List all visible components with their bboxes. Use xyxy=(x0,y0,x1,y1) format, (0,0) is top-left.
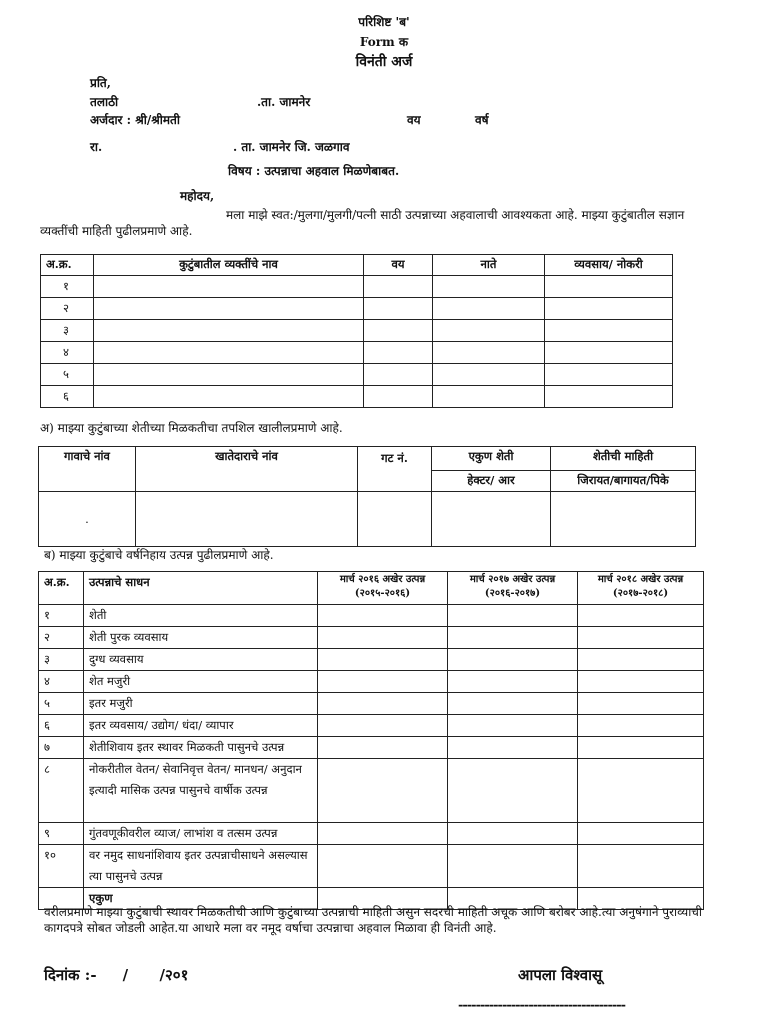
holder-cell[interactable] xyxy=(136,492,358,547)
col-income-source: उत्पन्नाचे साधन xyxy=(84,572,318,605)
relation-cell[interactable] xyxy=(433,342,545,364)
income-2018-cell[interactable] xyxy=(578,671,704,693)
col-land-info: शेतीची माहिती xyxy=(551,447,696,471)
row-number: २ xyxy=(41,298,94,320)
col-year-2017: मार्च २०१७ अखेर उत्पन्न (२०१६-२०१७) xyxy=(448,572,578,605)
income-2016-cell[interactable] xyxy=(318,823,448,845)
col-occupation: व्यवसाय/ नोकरी xyxy=(545,255,673,276)
row-number: १० xyxy=(39,845,84,888)
table-row xyxy=(41,320,673,342)
table-row xyxy=(39,671,704,693)
table-row xyxy=(39,627,704,649)
col-member-name: कुटुंबातील व्यक्तींचे नाव xyxy=(94,255,364,276)
date-field[interactable]: दिनांक :- / /२०१ xyxy=(44,966,189,984)
income-2016-cell[interactable] xyxy=(318,693,448,715)
area-cell[interactable] xyxy=(432,492,551,547)
row-number: १ xyxy=(39,605,84,627)
row-number: ७ xyxy=(39,737,84,759)
name-cell[interactable] xyxy=(94,276,364,298)
table-row xyxy=(39,737,704,759)
col-sr: अ.क्र. xyxy=(41,255,94,276)
relation-cell[interactable] xyxy=(433,320,545,342)
row-number: ९ xyxy=(39,823,84,845)
source-cell: वर नमुद साधनांशिवाय इतर उत्पन्नाचीसाधने असल्यास त्या पासुनचे उत्पन्न xyxy=(84,845,318,888)
applicant-label: अर्जदार : श्री/श्रीमती xyxy=(90,113,180,127)
row-number: ३ xyxy=(41,320,94,342)
salutation: महोदय, xyxy=(180,189,215,203)
page-title: विनंती अर्ज xyxy=(355,54,413,70)
yours-faithfully: आपला विश्वासू xyxy=(518,966,603,984)
col-hectare-are: हेक्टर/ आर xyxy=(432,470,551,491)
age-cell[interactable] xyxy=(364,320,433,342)
source-cell: गुंतवणूकीवरील व्याज/ लाभांश व तत्सम उत्पन्न xyxy=(84,823,318,845)
income-2016-cell[interactable] xyxy=(318,737,448,759)
row-number: ४ xyxy=(39,671,84,693)
prati-label: प्रति, xyxy=(90,76,111,90)
row-number: १ xyxy=(41,276,94,298)
name-cell[interactable] xyxy=(94,386,364,408)
row-number: ५ xyxy=(39,693,84,715)
family-table-header xyxy=(41,255,673,276)
source-cell: शेत मजुरी xyxy=(84,671,318,693)
row-number: २ xyxy=(39,627,84,649)
table-row xyxy=(41,364,673,386)
income-2017-cell[interactable] xyxy=(448,671,578,693)
col-year-2016: मार्च २०१६ अखेर उत्पन्न (२०१५-२०१६) xyxy=(318,572,448,605)
name-cell[interactable] xyxy=(94,342,364,364)
col-sr: अ.क्र. xyxy=(39,572,84,605)
table-row xyxy=(41,298,673,320)
source-cell: शेतीशिवाय इतर स्थावर मिळकती पासुनचे उत्पन्न xyxy=(84,737,318,759)
residence-label: रा. xyxy=(90,140,103,154)
age-cell[interactable] xyxy=(364,386,433,408)
table-row xyxy=(39,693,704,715)
income-2018-cell[interactable] xyxy=(578,649,704,671)
income-2018-cell[interactable] xyxy=(578,845,704,888)
relation-cell[interactable] xyxy=(433,364,545,386)
income-2018-cell[interactable] xyxy=(578,605,704,627)
source-cell: शेती xyxy=(84,605,318,627)
table-row xyxy=(39,759,704,823)
occupation-cell[interactable] xyxy=(545,364,673,386)
row-number: ६ xyxy=(41,386,94,408)
relation-cell[interactable] xyxy=(433,386,545,408)
crop-cell[interactable] xyxy=(551,492,696,547)
income-2016-cell[interactable] xyxy=(318,649,448,671)
age-cell[interactable] xyxy=(364,276,433,298)
age-cell[interactable] xyxy=(364,364,433,386)
relation-cell[interactable] xyxy=(433,276,545,298)
income-2016-cell[interactable] xyxy=(318,605,448,627)
row-number: ६ xyxy=(39,715,84,737)
dot-mark: . xyxy=(85,512,89,526)
income-2017-cell[interactable] xyxy=(448,693,578,715)
income-2017-cell[interactable] xyxy=(448,649,578,671)
income-2018-cell[interactable] xyxy=(578,737,704,759)
source-cell: इतर मजुरी xyxy=(84,693,318,715)
income-2018-cell[interactable] xyxy=(578,627,704,649)
land-intro: अ) माझ्या कुटुंबाच्या शेतीच्या मिळकतीचा तपशिल खालीलप्रमाणे आहे. xyxy=(40,421,343,435)
income-2018-cell[interactable] xyxy=(578,759,704,823)
income-2016-cell[interactable] xyxy=(318,627,448,649)
age-cell[interactable] xyxy=(364,342,433,364)
table-row xyxy=(39,823,704,845)
age-cell[interactable] xyxy=(364,298,433,320)
col-year-2018: मार्च २०१८ अखेर उत्पन्न (२०१७-२०१८) xyxy=(578,572,704,605)
income-2017-cell[interactable] xyxy=(448,737,578,759)
col-gat-number: गट नं. xyxy=(358,447,432,492)
village-cell[interactable] xyxy=(39,492,136,547)
col-relation: नाते xyxy=(433,255,545,276)
total-label: एकुण xyxy=(84,888,318,910)
family-members-table xyxy=(40,254,673,408)
table-row xyxy=(39,605,704,627)
income-2016-cell[interactable] xyxy=(318,671,448,693)
income-2017-cell[interactable] xyxy=(448,627,578,649)
land-details-table xyxy=(38,446,696,547)
row-number: ८ xyxy=(39,759,84,823)
relation-cell[interactable] xyxy=(433,298,545,320)
occupation-cell[interactable] xyxy=(545,276,673,298)
appendix-label: परिशिष्ट 'ब' xyxy=(358,15,410,29)
intro-paragraph: मला माझे स्वत:/मुलगा/मुलगी/पत्नी साठी उत्पन्नाच्या अहवालाची आवश्यकता आहे. माझ्या कुटुंबातील सज्ञान व्यक्तींची माहिती पुढीलप्रमाणे आहे. xyxy=(40,208,685,238)
col-age: वय xyxy=(364,255,433,276)
form-label: Form क xyxy=(359,35,409,49)
income-2018-cell[interactable] xyxy=(578,693,704,715)
table-row xyxy=(41,276,673,298)
years-label: वर्ष xyxy=(475,113,489,127)
income-2018-cell[interactable] xyxy=(578,715,704,737)
income-table-header xyxy=(39,572,704,605)
source-cell: दुग्ध व्यवसाय xyxy=(84,649,318,671)
signature-line: -------------------------------------- xyxy=(458,998,626,1013)
source-cell: शेती पुरक व्यवसाय xyxy=(84,627,318,649)
occupation-cell[interactable] xyxy=(545,298,673,320)
occupation-cell[interactable] xyxy=(545,386,673,408)
talathi-label: तलाठी xyxy=(90,95,119,109)
table-row xyxy=(39,715,704,737)
row-number: ३ xyxy=(39,649,84,671)
occupation-cell[interactable] xyxy=(545,320,673,342)
gat-cell[interactable] xyxy=(358,492,432,547)
table-row xyxy=(41,342,673,364)
income-2017-cell[interactable] xyxy=(448,605,578,627)
income-2017-cell[interactable] xyxy=(448,845,578,888)
table-row xyxy=(39,492,696,547)
income-2016-cell[interactable] xyxy=(318,845,448,888)
name-cell[interactable] xyxy=(94,364,364,386)
income-2018-cell[interactable] xyxy=(578,823,704,845)
income-table xyxy=(38,571,704,910)
source-cell: नोकरीतील वेतन/ सेवानिवृत्त वेतन/ मानधन/ अनुदान इत्यादी मासिक उत्पन्न पासुनचे वार्षीक उत्पन्न xyxy=(84,759,318,823)
taluka-label: .ता. जामनेर xyxy=(257,95,311,109)
income-2016-cell[interactable] xyxy=(318,715,448,737)
subject-line: विषय : उत्पन्नाचा अहवाल मिळणेबाबत. xyxy=(228,164,400,178)
income-intro: ब) माझ्या कुटुंबाचे वर्षनिहाय उत्पन्न पुढीलप्रमाणे आहे. xyxy=(44,548,274,562)
table-row xyxy=(41,386,673,408)
age-label: वय xyxy=(407,113,421,127)
declaration-paragraph: वरीलप्रमाणे माझ्या कुटुंबाची स्थावर मिळकतीची आणि कुटुंबाच्या उत्पन्नाची माहिती असुन सदरची माहिती अचूक आणि बरोबर आहे.त्या अनुषंगाने पुराव्याची कागदपत्रे सोबत जोडली आहेत.या आधारे मला वर नमूद वर्षाचा उत्पन्नाचा अहवाल मिळावा ही विनंती आहे. xyxy=(44,905,703,935)
name-cell[interactable] xyxy=(94,298,364,320)
col-holder-name: खातेदाराचे नांव xyxy=(136,447,358,492)
place-label: . ता. जामनेर जि. जळगाव xyxy=(233,140,350,154)
row-number: ४ xyxy=(41,342,94,364)
table-row xyxy=(39,649,704,671)
income-2017-cell[interactable] xyxy=(448,823,578,845)
col-crop-type: जिरायत/बागायत/पिके xyxy=(551,470,696,491)
table-row xyxy=(39,845,704,888)
col-total-land: एकुण शेती xyxy=(432,447,551,471)
income-2017-cell[interactable] xyxy=(448,759,578,823)
source-cell: इतर व्यवसाय/ उद्योग/ धंदा/ व्यापार xyxy=(84,715,318,737)
col-village: गावाचे नांव xyxy=(39,447,136,492)
row-number: ५ xyxy=(41,364,94,386)
income-2016-cell[interactable] xyxy=(318,759,448,823)
name-cell[interactable] xyxy=(94,320,364,342)
occupation-cell[interactable] xyxy=(545,342,673,364)
income-2017-cell[interactable] xyxy=(448,715,578,737)
